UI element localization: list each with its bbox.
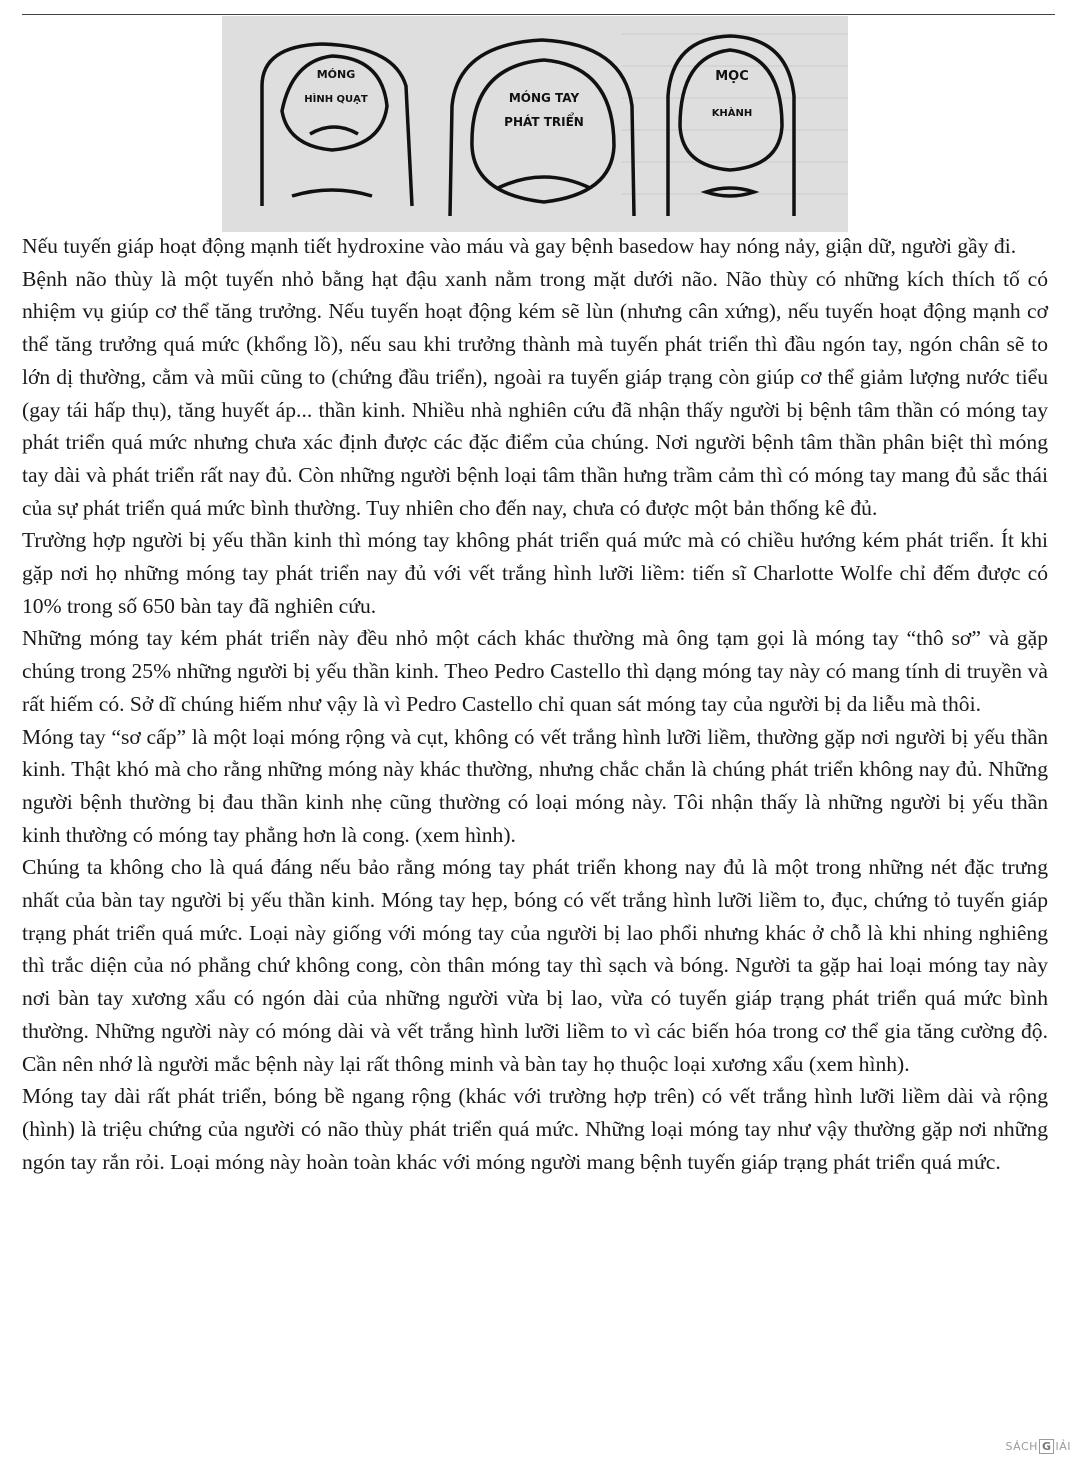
nail-left-label-2: HÌNH QUẠT (304, 94, 368, 105)
nail-left-label-1: MÓNG (316, 68, 356, 81)
paragraph: Trường hợp người bị yếu thần kinh thì móng tay không phát triển quá mức mà có chiều hướng kém phát triển. Ít khi gặp nơi họ những móng tay phát triển nay đủ với vết trắng hình lưỡi liềm: tiến sĩ Charlotte Wolfe chỉ đếm được có 10% trong số 650 bàn tay đã nghiên cứu. (22, 528, 1048, 618)
nail-middle-label-2: PHÁT TRIỂN (504, 115, 584, 129)
nail-middle-label-1: MÓNG TAY (508, 91, 580, 105)
fingernail-illustration (222, 16, 848, 232)
paragraph: Chúng ta không cho là quá đáng nếu bảo rằng móng tay phát triển khong nay đủ là một trong những nét đặc trưng nhất của bàn tay người bị yếu thần kinh. Móng tay hẹp, bóng có vết trắng hình lưỡi liềm to, đục, chứng tỏ tuyến giáp trạng phát triển quá mức. Loại này giống với móng tay của người bị lao phổi nhưng khác ở chỗ là khi nhing nghiêng thì trắc diện của nó phẳng chứ không cong, còn thân móng tay thì sạch và bóng. Người ta gặp hai loại móng tay này nơi bàn tay xương xẩu có ngón dài của những người vừa bị lao, vừa có tuyến giáp trạng phát triển quá mức bình thường. Những người này có móng dài và vết trắng hình lưỡi liềm to vì các biến hóa trong cơ thể gia tăng cường độ. Cần nên nhớ là người mắc bệnh này lại rất thông minh và bàn tay họ thuộc loại xương xẩu (xem hình). (22, 855, 1048, 1076)
top-rule (22, 14, 1055, 15)
watermark-right: IẢI (1055, 1440, 1071, 1453)
article-body (22, 230, 1048, 1178)
paragraph: Móng tay dài rất phát triển, bóng bề ngang rộng (khác với trường hợp trên) có vết trắng hình lưỡi liềm dài và rộng (hình) là triệu chứng của người có não thùy phát triển quá mức. Những loại móng tay như vậy thường gặp nơi những ngón tay rắn rỏi. Loại móng này hoàn toàn khác với móng người mang bệnh tuyến giáp trạng phát triển quá mức. (22, 1084, 1048, 1174)
nail-fast-growing (668, 36, 794, 216)
paragraph: Những móng tay kém phát triển này đều nhỏ một cách khác thường mà ông tạm gọi là móng tay “thô sơ” và gặp chúng trong 25% những người bị yếu thần kinh. Theo Pedro Castello thì dạng móng tay này có mang tính di truyền và rất hiếm có. Sở dĩ chúng hiếm như vậy là vì Pedro Castello chỉ quan sát móng tay của người bị da liễu mà thôi. (22, 626, 1048, 716)
watermark-logo (1005, 1439, 1071, 1454)
fingernail-drawing (222, 16, 848, 232)
watermark-left: SÁCH (1005, 1440, 1038, 1453)
watermark-mid: G (1039, 1439, 1055, 1454)
paragraph: Nếu tuyến giáp hoạt động mạnh tiết hydroxine vào máu và gay bệnh basedow hay nóng nảy, giận dữ, người gầy đi. (22, 234, 1017, 258)
nail-right-label-1: MỌC (715, 69, 749, 84)
paragraph: Móng tay “sơ cấp” là một loại móng rộng và cụt, không có vết trắng hình lưỡi liềm, thường gặp nơi người bị yếu thần kinh. Thật khó mà cho rằng những móng này khác thường, nhưng chắc chắn là chúng phát triển không nay đủ. Những người bệnh thường bị đau thần kinh nhẹ cũng thường có loại móng này. Tôi nhận thấy là những người bị yếu thần kinh thường có móng tay phẳng hơn là cong. (xem hình). (22, 724, 1048, 847)
nail-right-label-2: KHÀNH (711, 108, 753, 119)
paragraph: Bệnh não thùy là một tuyến nhỏ bằng hạt đậu xanh nằm trong mặt dưới não. Não thùy có những kích thích tố có nhiệm vụ giúp cơ thể tăng trưởng. Nếu tuyến hoạt động kém sẽ lùn (nhưng cân xứng), nếu tuyến hoạt động mạnh cơ thể tăng trưởng quá mức (khổng lồ), nếu sau khi trưởng thành mà tuyến phát triển thì đầu ngón tay, ngón chân sẽ to lớn dị thường, cằm và mũi cũng to (chứng đầu triển), ngoài ra tuyến giáp trạng còn giúp cơ thể giảm lượng nước tiểu (gay tái hấp thụ), tăng huyết áp... thần kinh. Nhiều nhà nghiên cứu đã nhận thấy người bị bệnh tâm thần có móng tay phát triển quá mức nhưng chưa xác định được các đặc điểm của chúng. Nơi người bệnh tâm thần phân biệt thì móng tay dài và phát triển rất nay đủ. Còn những người bệnh loại tâm thần hưng trầm cảm thì có móng tay mang đủ sắc thái của sự phát triển quá mức bình thường. Tuy nhiên cho đến nay, chưa có được một bản thống kê đủ. (22, 266, 1048, 520)
